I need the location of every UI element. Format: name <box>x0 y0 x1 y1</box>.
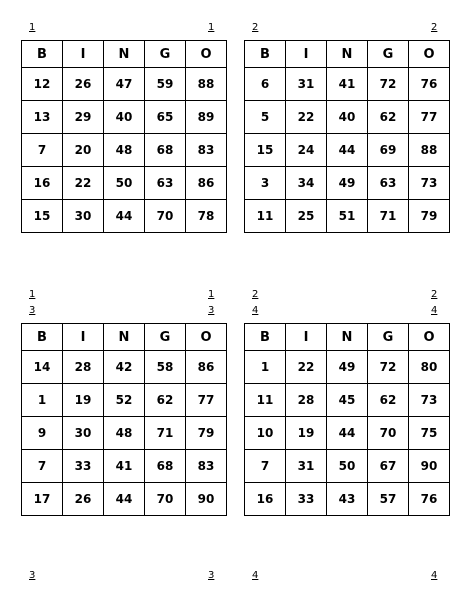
bingo-cell: 11 <box>245 384 286 417</box>
card-4-right-label-bottom: 4 <box>431 305 438 316</box>
bingo-cell: 57 <box>368 483 409 516</box>
bingo-cell: 22 <box>286 101 327 134</box>
bingo-cell: 22 <box>286 351 327 384</box>
bingo-cell: 75 <box>409 417 450 450</box>
column-header: O <box>409 324 450 351</box>
column-header: N <box>327 324 368 351</box>
card-1-right-label: 1 <box>208 22 215 33</box>
header-row <box>22 324 227 351</box>
card-3-left-label-bottom: 3 <box>29 305 36 316</box>
card-3-right-label-top: 1 <box>208 289 215 300</box>
bingo-cell: 34 <box>286 167 327 200</box>
bingo-cell: 5 <box>245 101 286 134</box>
table-row <box>22 351 227 384</box>
header-row <box>245 324 450 351</box>
bingo-cell: 70 <box>368 417 409 450</box>
column-header: G <box>145 324 186 351</box>
bingo-cell: 48 <box>104 417 145 450</box>
bingo-cell: 65 <box>145 101 186 134</box>
bingo-cell: 62 <box>368 101 409 134</box>
table-row <box>22 167 227 200</box>
bingo-cell: 77 <box>186 384 227 417</box>
bingo-cell: 79 <box>409 200 450 233</box>
bingo-cell: 70 <box>145 483 186 516</box>
bingo-cell: 58 <box>145 351 186 384</box>
bingo-cell: 73 <box>409 384 450 417</box>
footer-left-label-3: 3 <box>29 570 36 581</box>
table-row <box>22 101 227 134</box>
card-1-left-label: 1 <box>29 22 36 33</box>
bingo-cell: 83 <box>186 450 227 483</box>
bingo-cell: 44 <box>104 483 145 516</box>
bingo-cell: 9 <box>22 417 63 450</box>
bingo-cell: 17 <box>22 483 63 516</box>
column-header: I <box>63 41 104 68</box>
bingo-cell: 30 <box>63 417 104 450</box>
bingo-cell: 44 <box>327 134 368 167</box>
column-header: G <box>368 41 409 68</box>
bingo-cell: 41 <box>327 68 368 101</box>
bingo-cell: 45 <box>327 384 368 417</box>
table-row <box>22 417 227 450</box>
bingo-cell: 3 <box>245 167 286 200</box>
bingo-cell: 88 <box>409 134 450 167</box>
card-2-right-label: 2 <box>431 22 438 33</box>
card-2-left-label: 2 <box>252 22 259 33</box>
bingo-cell: 48 <box>104 134 145 167</box>
bingo-cell: 49 <box>327 167 368 200</box>
card-4-left-label-top: 2 <box>252 289 259 300</box>
bingo-cell: 72 <box>368 351 409 384</box>
bingo-cell: 47 <box>104 68 145 101</box>
bingo-cell: 63 <box>145 167 186 200</box>
footer-right-label-3: 3 <box>208 570 215 581</box>
column-header: I <box>63 324 104 351</box>
card-3-right-label-bottom: 3 <box>208 305 215 316</box>
column-header: B <box>22 324 63 351</box>
footer-left-label-4: 4 <box>252 570 259 581</box>
table-row <box>245 101 450 134</box>
bingo-cell: 89 <box>186 101 227 134</box>
bingo-cell: 50 <box>104 167 145 200</box>
table-row <box>22 384 227 417</box>
bingo-cell: 33 <box>63 450 104 483</box>
bingo-cell: 31 <box>286 68 327 101</box>
bingo-cell: 6 <box>245 68 286 101</box>
table-row <box>245 483 450 516</box>
bingo-cell: 71 <box>145 417 186 450</box>
bingo-cell: 71 <box>368 200 409 233</box>
table-row <box>245 200 450 233</box>
bingo-cell: 1 <box>245 351 286 384</box>
bingo-cell: 62 <box>368 384 409 417</box>
bingo-cell: 20 <box>63 134 104 167</box>
card-4-left-label-bottom: 4 <box>252 305 259 316</box>
bingo-cell: 10 <box>245 417 286 450</box>
bingo-card-1 <box>21 40 227 233</box>
bingo-cell: 40 <box>327 101 368 134</box>
bingo-cell: 43 <box>327 483 368 516</box>
bingo-cell: 49 <box>327 351 368 384</box>
bingo-cell: 42 <box>104 351 145 384</box>
bingo-cell: 80 <box>409 351 450 384</box>
bingo-cell: 7 <box>22 134 63 167</box>
card-4-right-label-top: 2 <box>431 289 438 300</box>
bingo-cell: 41 <box>104 450 145 483</box>
card-3-left-label-top: 1 <box>29 289 36 300</box>
column-header: I <box>286 41 327 68</box>
column-header: G <box>145 41 186 68</box>
bingo-cell: 26 <box>63 68 104 101</box>
bingo-card-3 <box>21 323 227 516</box>
table-row <box>22 68 227 101</box>
bingo-cell: 25 <box>286 200 327 233</box>
bingo-cell: 78 <box>186 200 227 233</box>
column-header: B <box>245 324 286 351</box>
column-header: N <box>104 41 145 68</box>
bingo-cell: 1 <box>22 384 63 417</box>
bingo-cell: 11 <box>245 200 286 233</box>
table-row <box>245 351 450 384</box>
bingo-cell: 13 <box>22 101 63 134</box>
column-header: G <box>368 324 409 351</box>
bingo-cell: 29 <box>63 101 104 134</box>
table-row <box>245 384 450 417</box>
bingo-cell: 88 <box>186 68 227 101</box>
bingo-cell: 76 <box>409 483 450 516</box>
table-row <box>245 417 450 450</box>
bingo-cell: 63 <box>368 167 409 200</box>
bingo-cell: 77 <box>409 101 450 134</box>
table-row <box>245 68 450 101</box>
table-row <box>245 167 450 200</box>
bingo-cell: 28 <box>286 384 327 417</box>
bingo-cell: 15 <box>245 134 286 167</box>
bingo-cell: 44 <box>327 417 368 450</box>
bingo-cell: 83 <box>186 134 227 167</box>
bingo-cell: 26 <box>63 483 104 516</box>
column-header: O <box>186 324 227 351</box>
table-row <box>22 450 227 483</box>
bingo-cell: 33 <box>286 483 327 516</box>
bingo-cell: 73 <box>409 167 450 200</box>
bingo-cell: 90 <box>186 483 227 516</box>
bingo-cell: 31 <box>286 450 327 483</box>
column-header: O <box>186 41 227 68</box>
bingo-cell: 7 <box>245 450 286 483</box>
bingo-cell: 40 <box>104 101 145 134</box>
header-row <box>22 41 227 68</box>
column-header: N <box>104 324 145 351</box>
column-header: B <box>22 41 63 68</box>
header-row <box>245 41 450 68</box>
bingo-cell: 16 <box>22 167 63 200</box>
bingo-cell: 72 <box>368 68 409 101</box>
column-header: I <box>286 324 327 351</box>
bingo-cell: 12 <box>22 68 63 101</box>
column-header: O <box>409 41 450 68</box>
bingo-cell: 86 <box>186 167 227 200</box>
bingo-card-2 <box>244 40 450 233</box>
bingo-cell: 16 <box>245 483 286 516</box>
bingo-cell: 30 <box>63 200 104 233</box>
table-row <box>245 134 450 167</box>
bingo-cell: 62 <box>145 384 186 417</box>
bingo-cell: 50 <box>327 450 368 483</box>
table-row <box>22 200 227 233</box>
column-header: N <box>327 41 368 68</box>
bingo-cell: 28 <box>63 351 104 384</box>
bingo-cell: 22 <box>63 167 104 200</box>
bingo-cell: 51 <box>327 200 368 233</box>
bingo-cell: 86 <box>186 351 227 384</box>
bingo-cell: 70 <box>145 200 186 233</box>
bingo-cell: 79 <box>186 417 227 450</box>
bingo-cell: 68 <box>145 450 186 483</box>
bingo-cell: 67 <box>368 450 409 483</box>
table-row <box>245 450 450 483</box>
bingo-card-4 <box>244 323 450 516</box>
bingo-cell: 44 <box>104 200 145 233</box>
bingo-cell: 24 <box>286 134 327 167</box>
bingo-cell: 90 <box>409 450 450 483</box>
table-row <box>22 483 227 516</box>
bingo-cell: 14 <box>22 351 63 384</box>
bingo-cell: 7 <box>22 450 63 483</box>
bingo-cell: 76 <box>409 68 450 101</box>
bingo-cell: 52 <box>104 384 145 417</box>
bingo-cell: 15 <box>22 200 63 233</box>
bingo-cell: 68 <box>145 134 186 167</box>
footer-right-label-4: 4 <box>431 570 438 581</box>
column-header: B <box>245 41 286 68</box>
bingo-cell: 59 <box>145 68 186 101</box>
bingo-cell: 19 <box>63 384 104 417</box>
bingo-cell: 69 <box>368 134 409 167</box>
bingo-cell: 19 <box>286 417 327 450</box>
table-row <box>22 134 227 167</box>
